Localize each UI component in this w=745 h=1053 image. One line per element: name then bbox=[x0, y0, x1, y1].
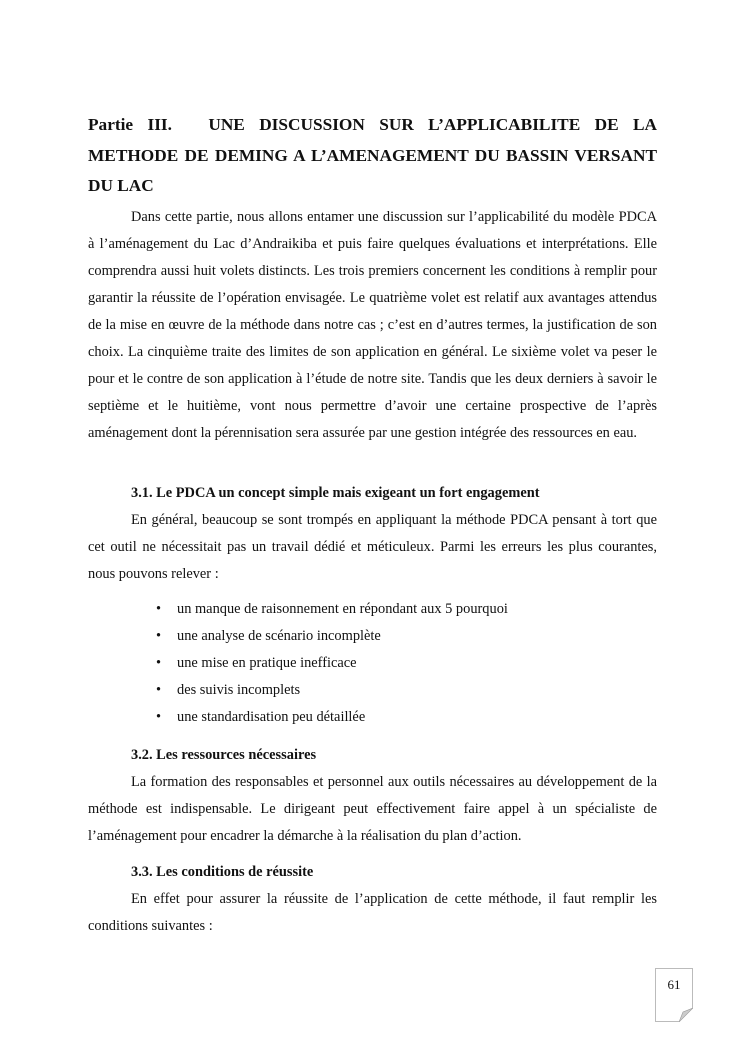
bullet-icon: • bbox=[156, 628, 162, 644]
section-3-1-paragraph: En général, beaucoup se sont trompés en appliquant la méthode PDCA pensant à tort que cet outil ne nécessitait pas un travail dédié et méticuleux. Parmi les erreurs les plus courantes, nous pouvons relever : bbox=[88, 512, 657, 582]
list-item: • une analyse de scénario incomplète bbox=[88, 623, 657, 650]
section-3-3-paragraph: En effet pour assurer la réussite de l’application de cette méthode, il faut remplir les conditions suivantes : bbox=[88, 891, 657, 934]
page-curl-icon bbox=[679, 1008, 693, 1022]
part-heading bbox=[88, 110, 657, 202]
bullet-icon: • bbox=[156, 709, 162, 725]
page-number: 61 bbox=[667, 977, 681, 992]
bullet-icon: • bbox=[156, 655, 162, 671]
bullet-icon: • bbox=[156, 601, 162, 617]
part-title: UNE DISCUSSION SUR L’APPLICABILITE DE LA METHODE DE DEMING A L’AMENAGEMENT DU BASSIN VERSANT DU LAC bbox=[88, 115, 657, 195]
section-3-3-title: 3.3. Les conditions de réussite bbox=[131, 864, 314, 880]
page-number-box bbox=[655, 968, 693, 1022]
section-3-2-title: 3.2. Les ressources nécessaires bbox=[131, 747, 317, 763]
error-list bbox=[88, 596, 657, 731]
section-3-1-title: 3.1. Le PDCA un concept simple mais exigeant un fort engagement bbox=[131, 485, 540, 501]
bullet-icon: • bbox=[156, 682, 162, 698]
intro-paragraph: Dans cette partie, nous allons entamer une discussion sur l’applicabilité du modèle PDCA à l’aménagement du Lac d’Andraikiba et puis faire quelques évaluations et interprétations. Elle comprendra aussi huit volets distincts. Les trois premiers concernent les conditions à remplir pour garantir la réussite de l’opération envisagée. Le quatrième volet est relatif aux avantages attendus de la mise en œuvre de la méthode dans notre cas ; c’est en d’autres termes, la justification de son choix. La cinquième traite des limites de son application en général. Le sixième volet va peser le pour et le contre de son application à l’étude de notre site. Tandis que les deux derniers à savoir le septième et le huitième, vont nous permettre d’avoir une certaine prospective de l’après aménagement dont la pérennisation sera assurée par une gestion intégrée des ressources en eau. bbox=[88, 209, 657, 441]
list-item: • un manque de raisonnement en répondant aux 5 pourquoi bbox=[88, 596, 657, 623]
list-item: • une standardisation peu détaillée bbox=[88, 704, 657, 731]
part-label: Partie III. bbox=[88, 115, 172, 134]
list-item: • une mise en pratique inefficace bbox=[88, 650, 657, 677]
list-item: • des suivis incomplets bbox=[88, 677, 657, 704]
section-3-2-paragraph: La formation des responsables et personnel aux outils nécessaires au développement de la méthode est indispensable. Le dirigeant peut effectivement faire appel à un spécialiste de l’aménagement pour encadrer la démarche à la réalisation du plan d’action. bbox=[88, 774, 657, 844]
